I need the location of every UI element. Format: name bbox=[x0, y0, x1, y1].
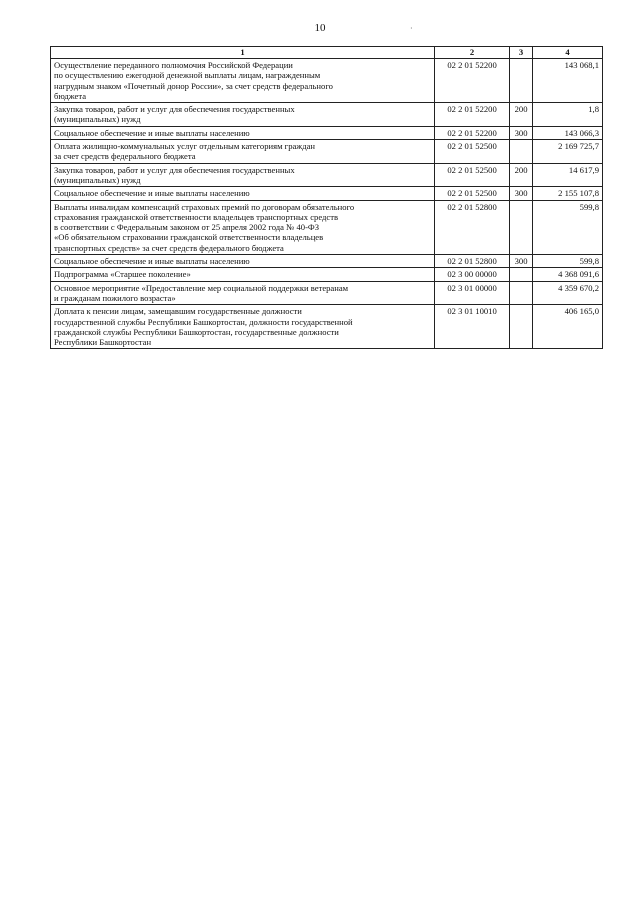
row-name: Закупка товаров, работ и услуг для обеспечения государственных (муниципальных) нужд bbox=[51, 103, 435, 127]
table-row bbox=[51, 268, 603, 281]
row-name: Подпрограмма «Старшее поколение» bbox=[51, 268, 435, 281]
row-name: Доплата к пенсии лицам, замещавшим государственные должности государственной службы Республики Башкортостан, должности государственной гражданской службы Республики Башкортостан, государственные должности Республики Башкортостан bbox=[51, 305, 435, 349]
table-row bbox=[51, 255, 603, 268]
row-expense-type bbox=[510, 268, 533, 281]
row-name: Закупка товаров, работ и услуг для обеспечения государственных (муниципальных) нужд bbox=[51, 163, 435, 187]
row-code: 02 2 01 52800 bbox=[435, 255, 510, 268]
column-header-4: 4 bbox=[533, 47, 603, 59]
row-name: Оплата жилищно-коммунальных услуг отдельным категориям граждан за счет средств федерального бюджета bbox=[51, 140, 435, 164]
page-number-text: 10 bbox=[314, 22, 326, 34]
row-amount: 14 617,9 bbox=[533, 163, 603, 187]
row-expense-type bbox=[510, 281, 533, 305]
table-row bbox=[51, 281, 603, 305]
row-name: Выплаты инвалидам компенсаций страховых премий по договорам обязательного страхования гражданской ответственности владельцев транспортных средств в соответствии с Федеральным законом от 25 апреля 2002 года № 40-ФЗ «Об обязательном страховании гражданской ответственности владельцев транспортных средств» за счет средств федерального бюджета bbox=[51, 200, 435, 254]
row-code: 02 2 01 52500 bbox=[435, 163, 510, 187]
table-row bbox=[51, 140, 603, 164]
row-expense-type: 200 bbox=[510, 103, 533, 127]
row-amount: 4 368 091,6 bbox=[533, 268, 603, 281]
row-code: 02 2 01 52800 bbox=[435, 200, 510, 254]
row-amount: 2 169 725,7 bbox=[533, 140, 603, 164]
row-code: 02 3 01 10010 bbox=[435, 305, 510, 349]
row-code: 02 3 00 00000 bbox=[435, 268, 510, 281]
row-amount: 1,8 bbox=[533, 103, 603, 127]
row-amount: 406 165,0 bbox=[533, 305, 603, 349]
column-header-2: 2 bbox=[435, 47, 510, 59]
row-amount: 2 155 107,8 bbox=[533, 187, 603, 200]
table-body bbox=[51, 59, 603, 349]
row-expense-type bbox=[510, 140, 533, 164]
row-expense-type: 300 bbox=[510, 255, 533, 268]
column-header-1: 1 bbox=[51, 47, 435, 59]
table-row bbox=[51, 187, 603, 200]
row-amount: 4 359 670,2 bbox=[533, 281, 603, 305]
row-code: 02 3 01 00000 bbox=[435, 281, 510, 305]
row-amount: 143 068,1 bbox=[533, 59, 603, 103]
row-name: Социальное обеспечение и иные выплаты населению bbox=[51, 255, 435, 268]
column-header-3: 3 bbox=[510, 47, 533, 59]
table-row bbox=[51, 305, 603, 349]
row-name: Социальное обеспечение и иные выплаты населению bbox=[51, 126, 435, 139]
page-mark: · bbox=[410, 24, 413, 33]
row-expense-type bbox=[510, 200, 533, 254]
budget-table bbox=[50, 46, 603, 349]
row-name: Социальное обеспечение и иные выплаты населению bbox=[51, 187, 435, 200]
row-expense-type: 200 bbox=[510, 163, 533, 187]
row-amount: 143 066,3 bbox=[533, 126, 603, 139]
table-row bbox=[51, 59, 603, 103]
row-expense-type: 300 bbox=[510, 187, 533, 200]
page-number bbox=[0, 22, 640, 34]
table-row bbox=[51, 200, 603, 254]
row-code: 02 2 01 52500 bbox=[435, 140, 510, 164]
table-row bbox=[51, 103, 603, 127]
row-code: 02 2 01 52200 bbox=[435, 59, 510, 103]
table-header-row bbox=[51, 47, 603, 59]
row-expense-type bbox=[510, 59, 533, 103]
row-code: 02 2 01 52200 bbox=[435, 126, 510, 139]
row-code: 02 2 01 52500 bbox=[435, 187, 510, 200]
row-name: Основное мероприятие «Предоставление мер социальной поддержки ветеранам и гражданам пожилого возраста» bbox=[51, 281, 435, 305]
row-name: Осуществление переданного полномочия Российской Федерации по осуществлению ежегодной денежной выплаты лицам, награжденным нагрудным знаком «Почетный донор России», за счет средств федерального бюджета bbox=[51, 59, 435, 103]
table-row bbox=[51, 126, 603, 139]
row-amount: 599,8 bbox=[533, 200, 603, 254]
table-row bbox=[51, 163, 603, 187]
row-expense-type: 300 bbox=[510, 126, 533, 139]
row-code: 02 2 01 52200 bbox=[435, 103, 510, 127]
row-amount: 599,8 bbox=[533, 255, 603, 268]
row-expense-type bbox=[510, 305, 533, 349]
